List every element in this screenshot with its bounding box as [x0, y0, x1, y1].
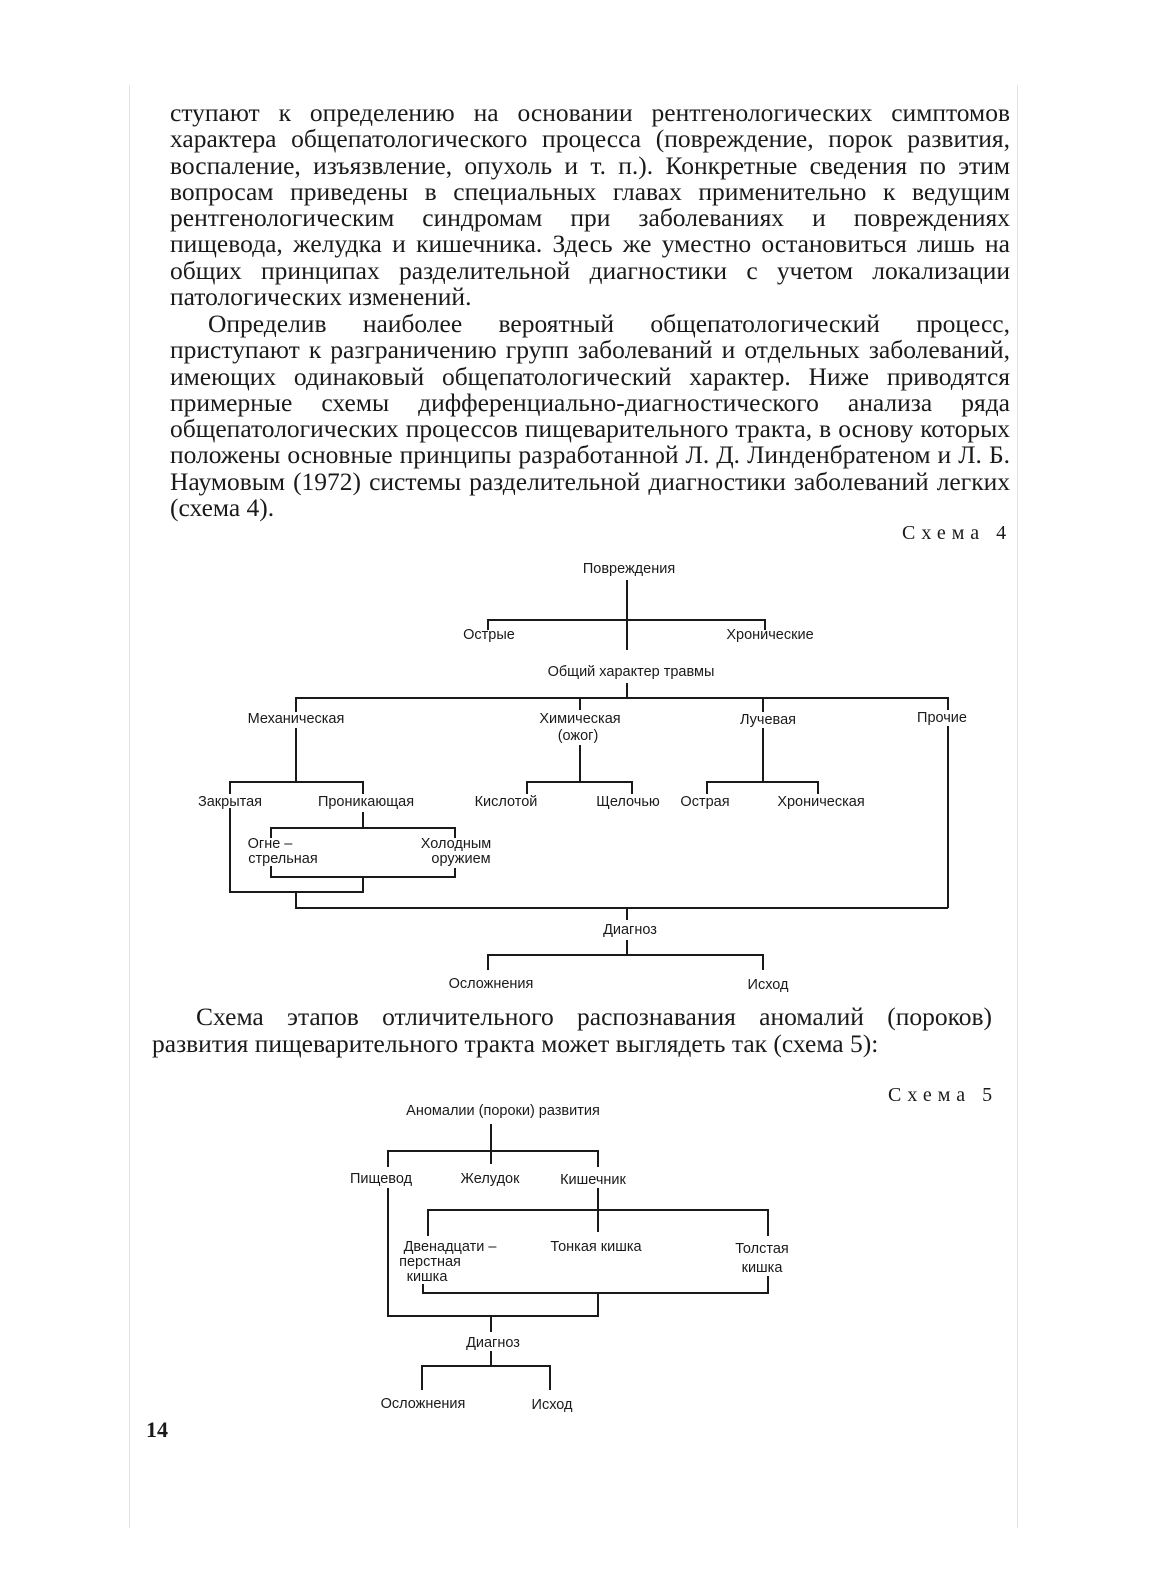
s5-complications: Осложнения [380, 1396, 466, 1412]
s4-chemical-1: Химическая [539, 711, 621, 727]
s5-intestine: Кишечник [560, 1172, 626, 1188]
s5-esophagus: Пищевод [349, 1171, 413, 1187]
s4-acid: Кислотой [474, 794, 538, 810]
paragraph-1: ступают к определению на основании рентгенологических симптомов характера общепатологического процесса (повреждение, порок развития, воспаление, изъязвление, опухоль и т. п.). Конкретные сведения по этим вопросам приведены в специальных главах применительно к ведущим рентгенологическим синдромам при заболеваниях и повреждениях пищевода, желудка и кишечника. Здесь же уместно остановиться лишь на общих принципах разделительной диагностики с учетом локализации патологических изменений. [170, 98, 1010, 312]
s4-cold-1: Холодным [420, 836, 492, 852]
s4-chemical-2: (ожог) [557, 728, 599, 744]
s4-diagnosis: Диагноз [603, 922, 657, 938]
s4-cold-2: оружием [431, 851, 491, 867]
s4-closed: Закрытая [197, 794, 263, 810]
s4-general: Общий характер травмы [547, 664, 715, 680]
s4-alkali: Щелочью [596, 794, 660, 810]
page-number: 14 [146, 1417, 168, 1442]
s5-large-1: Толстая [735, 1241, 789, 1257]
scheme-4-label: Схема 4 [902, 522, 1013, 544]
s5-duodenum-2: перстная [399, 1254, 461, 1270]
s4-complications: Осложнения [448, 976, 534, 992]
s4-acute: Острые [463, 627, 515, 643]
s4-chronic: Хронические [726, 627, 814, 643]
s4-rad-acute: Острая [680, 794, 730, 810]
s4-mechanical: Механическая [247, 711, 345, 727]
s5-diagnosis: Диагноз [466, 1335, 520, 1351]
s4-radiation: Лучевая [739, 712, 797, 728]
paragraph-2: Определив наиболее вероятный общепатологический процесс, приступают к разграничению групп заболеваний и отдельных заболеваний, имеющих одинаковый общепатологический характер. Ниже приводятся примерные схемы дифференциально-диагностического анализа ряда общепатологических процессов пищеварительного тракта, в основу которых положены основные принципы разработанной Л. Д. Линденбратеном и Л. Б. Наумовым (1972) системы разделительной диагностики заболеваний легких (схема 4). [170, 309, 1010, 523]
s5-large-2: кишка [741, 1260, 783, 1276]
s5-duodenum-1: Двенадцати – [403, 1239, 497, 1255]
s4-firearm-2: стрельная [248, 851, 318, 867]
s4-outcome: Исход [747, 977, 789, 993]
s4-root: Повреждения [582, 561, 676, 577]
s4-other: Прочие [917, 710, 967, 726]
s4-penetrating: Проникающая [317, 794, 415, 810]
scheme-5-intro: Схема этапов отличительного распознавания аномалий (пороков) развития пищеварительного тракта может выглядеть так (схема 5): [152, 1002, 992, 1058]
scheme-4-connectors [230, 580, 948, 970]
s5-root: Аномалии (пороки) развития [406, 1103, 600, 1119]
scheme-5-label: Схема 5 [888, 1084, 999, 1106]
s5-duodenum-3: кишка [406, 1269, 448, 1285]
s5-stomach: Желудок [460, 1171, 520, 1187]
s4-rad-chronic: Хроническая [777, 794, 865, 810]
s5-small: Тонкая кишка [550, 1239, 642, 1255]
s5-outcome: Исход [531, 1397, 573, 1413]
s4-firearm-1: Огне – [247, 836, 293, 852]
